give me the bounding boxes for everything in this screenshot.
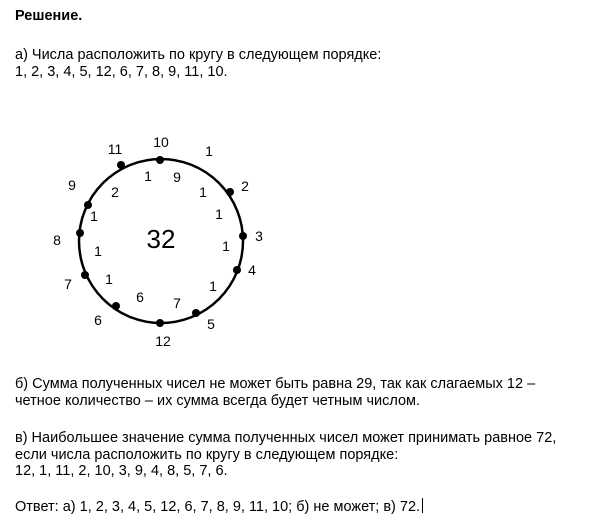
outer-number: 8 xyxy=(53,232,61,248)
part-a-line-1: а) Числа расположить по кругу в следующем порядке: xyxy=(15,47,382,63)
dot-7 xyxy=(81,271,89,279)
outer-number: 11 xyxy=(107,141,123,157)
dot-3 xyxy=(239,232,247,240)
text-cursor xyxy=(422,498,423,513)
difference: 1 xyxy=(199,184,207,200)
dot-5 xyxy=(192,309,200,317)
difference: 1 xyxy=(105,271,113,287)
solution-title: Решение. xyxy=(15,8,83,24)
answer-text: Ответ: а) 1, 2, 3, 4, 5, 12, 6, 7, 8, 9, 11, 10; б) не может; в) 72. xyxy=(15,499,421,515)
outer-number: 2 xyxy=(241,178,249,194)
outer-number: 5 xyxy=(207,316,215,332)
part-b-line-1: б) Сумма полученных чисел не может быть равна 29, так как слагаемых 12 – xyxy=(15,376,536,392)
outer-number: 1 xyxy=(205,143,213,159)
difference: 1 xyxy=(209,278,217,294)
outer-number: 7 xyxy=(64,276,72,292)
outer-number: 9 xyxy=(68,177,76,193)
difference: 1 xyxy=(215,206,223,222)
outer-number: 3 xyxy=(255,228,263,244)
difference: 2 xyxy=(111,184,119,200)
difference: 1 xyxy=(94,243,102,259)
dot-4 xyxy=(233,266,241,274)
part-c-line-3: 12, 1, 11, 2, 10, 3, 9, 4, 8, 5, 7, 6. xyxy=(15,463,228,479)
part-a-line-2: 1, 2, 3, 4, 5, 12, 6, 7, 8, 9, 11, 10. xyxy=(15,64,228,80)
dot-2 xyxy=(226,188,234,196)
dot-11 xyxy=(117,161,125,169)
difference: 1 xyxy=(222,238,230,254)
outer-number: 4 xyxy=(248,262,256,278)
dot-8 xyxy=(76,229,84,237)
outer-number: 12 xyxy=(155,333,171,349)
difference: 1 xyxy=(144,168,152,184)
center-sum: 32 xyxy=(146,223,176,254)
difference: 1 xyxy=(90,208,98,224)
dot-12 xyxy=(156,319,164,327)
difference: 7 xyxy=(173,295,181,311)
difference: 6 xyxy=(136,289,144,305)
dot-10 xyxy=(156,156,164,164)
outer-number: 10 xyxy=(153,134,169,150)
part-c-line-1: в) Наибольшее значение сумма полученных чисел может принимать равное 72, xyxy=(15,430,557,446)
outer-number: 6 xyxy=(94,312,102,328)
part-c-line-2: если числа расположить по кругу в следующем порядке: xyxy=(15,447,399,463)
answer-line xyxy=(15,498,423,516)
part-b-line-2: четное количество – их сумма всегда будет четным числом. xyxy=(15,393,421,409)
difference: 9 xyxy=(173,169,181,185)
dot-6 xyxy=(112,302,120,310)
